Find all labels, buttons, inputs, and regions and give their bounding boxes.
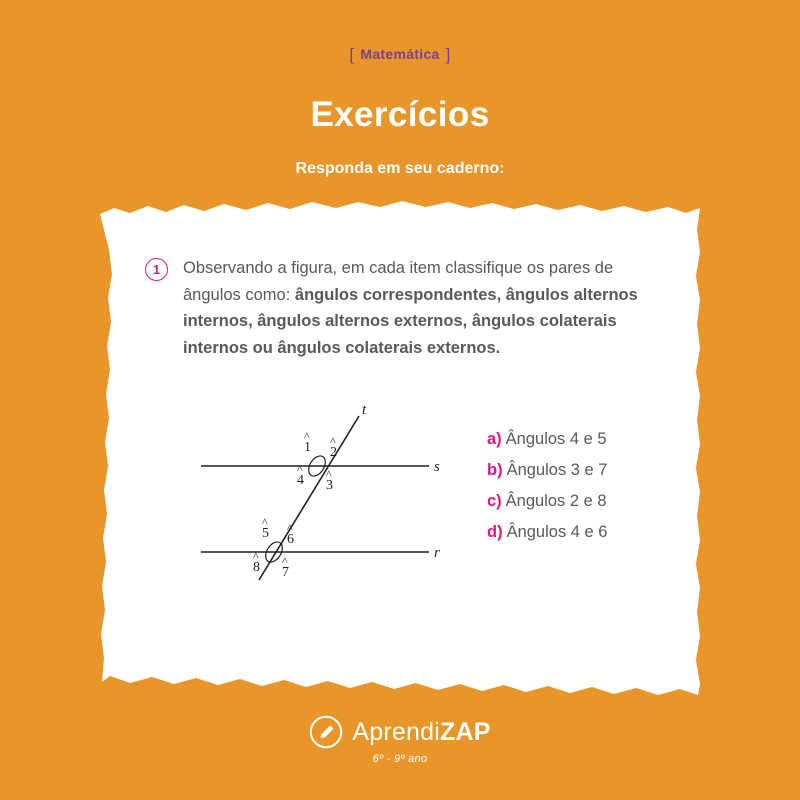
angle-label-5: 5 — [262, 525, 269, 541]
angles-figure — [191, 404, 471, 599]
brand-bold: ZAP — [439, 717, 491, 746]
instruction-text: Responda em seu caderno: — [295, 160, 505, 177]
angle-hat-6: ^ — [287, 520, 293, 535]
question-text-bold: ângulos correspondentes, ângulos alternos internos, ângulos alternos externos, ângulos colaterais internos ou ângulos colaterais externos. — [183, 285, 638, 358]
logo-row — [0, 715, 800, 749]
label-t: t — [362, 403, 367, 418]
alternative-text-c: Ângulos 2 e 8 — [505, 491, 607, 510]
alternative-letter-c: c) — [487, 491, 502, 510]
angle-label-4: 4 — [297, 472, 304, 488]
angle-label-2: 2 — [330, 444, 337, 460]
angle-hat-2: ^ — [330, 433, 336, 448]
pencil-circle-icon — [309, 715, 343, 749]
angle-label-3: 3 — [326, 477, 333, 493]
angle-label-6: 6 — [287, 531, 294, 547]
card-content — [100, 200, 700, 700]
angle-hat-5: ^ — [262, 514, 268, 529]
list-item — [487, 492, 608, 511]
exercise-card — [100, 200, 700, 700]
angle-hat-7: ^ — [282, 553, 288, 568]
alternative-letter-b: b) — [487, 460, 503, 479]
angle-label-1: 1 — [304, 439, 311, 455]
list-item — [487, 430, 608, 449]
list-item — [487, 461, 608, 480]
subject-tag — [343, 44, 456, 64]
alternative-letter-d: d) — [487, 522, 503, 541]
alternative-letter-a: a) — [487, 429, 502, 448]
figure-and-alternatives — [145, 404, 655, 599]
angle-hat-1: ^ — [304, 428, 310, 443]
label-r: r — [434, 544, 440, 561]
alternative-text-d: Ângulos 4 e 6 — [506, 522, 608, 541]
question-text — [183, 255, 638, 362]
parallel-lines-transversal-diagram — [191, 404, 471, 594]
page-title: Exercícios — [310, 95, 490, 134]
angle-hat-8: ^ — [253, 548, 259, 563]
angle-label-8: 8 — [253, 559, 260, 575]
bracket-left: [ — [349, 45, 355, 64]
footer-branding — [0, 715, 800, 765]
angle-label-7: 7 — [282, 564, 289, 580]
bracket-right: ] — [445, 45, 451, 64]
question-text-normal: Observando a figura, em cada item classifique os pares de ângulos como: — [183, 259, 614, 304]
grade-range: 6º - 9º ano — [372, 753, 428, 765]
alternative-text-a: Ângulos 4 e 5 — [505, 429, 607, 448]
label-s: s — [434, 458, 440, 475]
page-header — [0, 0, 800, 178]
question-block — [145, 255, 655, 362]
alternative-text-b: Ângulos 3 e 7 — [506, 460, 608, 479]
angle-hat-4: ^ — [297, 461, 303, 476]
question-number: 1 — [145, 258, 168, 281]
brand-name — [352, 718, 490, 747]
angle-hat-3: ^ — [326, 466, 332, 481]
subject-label: Matemática — [360, 46, 440, 62]
list-item — [487, 523, 608, 542]
alternatives-list — [487, 430, 608, 554]
brand-light: Aprendi — [352, 717, 440, 746]
